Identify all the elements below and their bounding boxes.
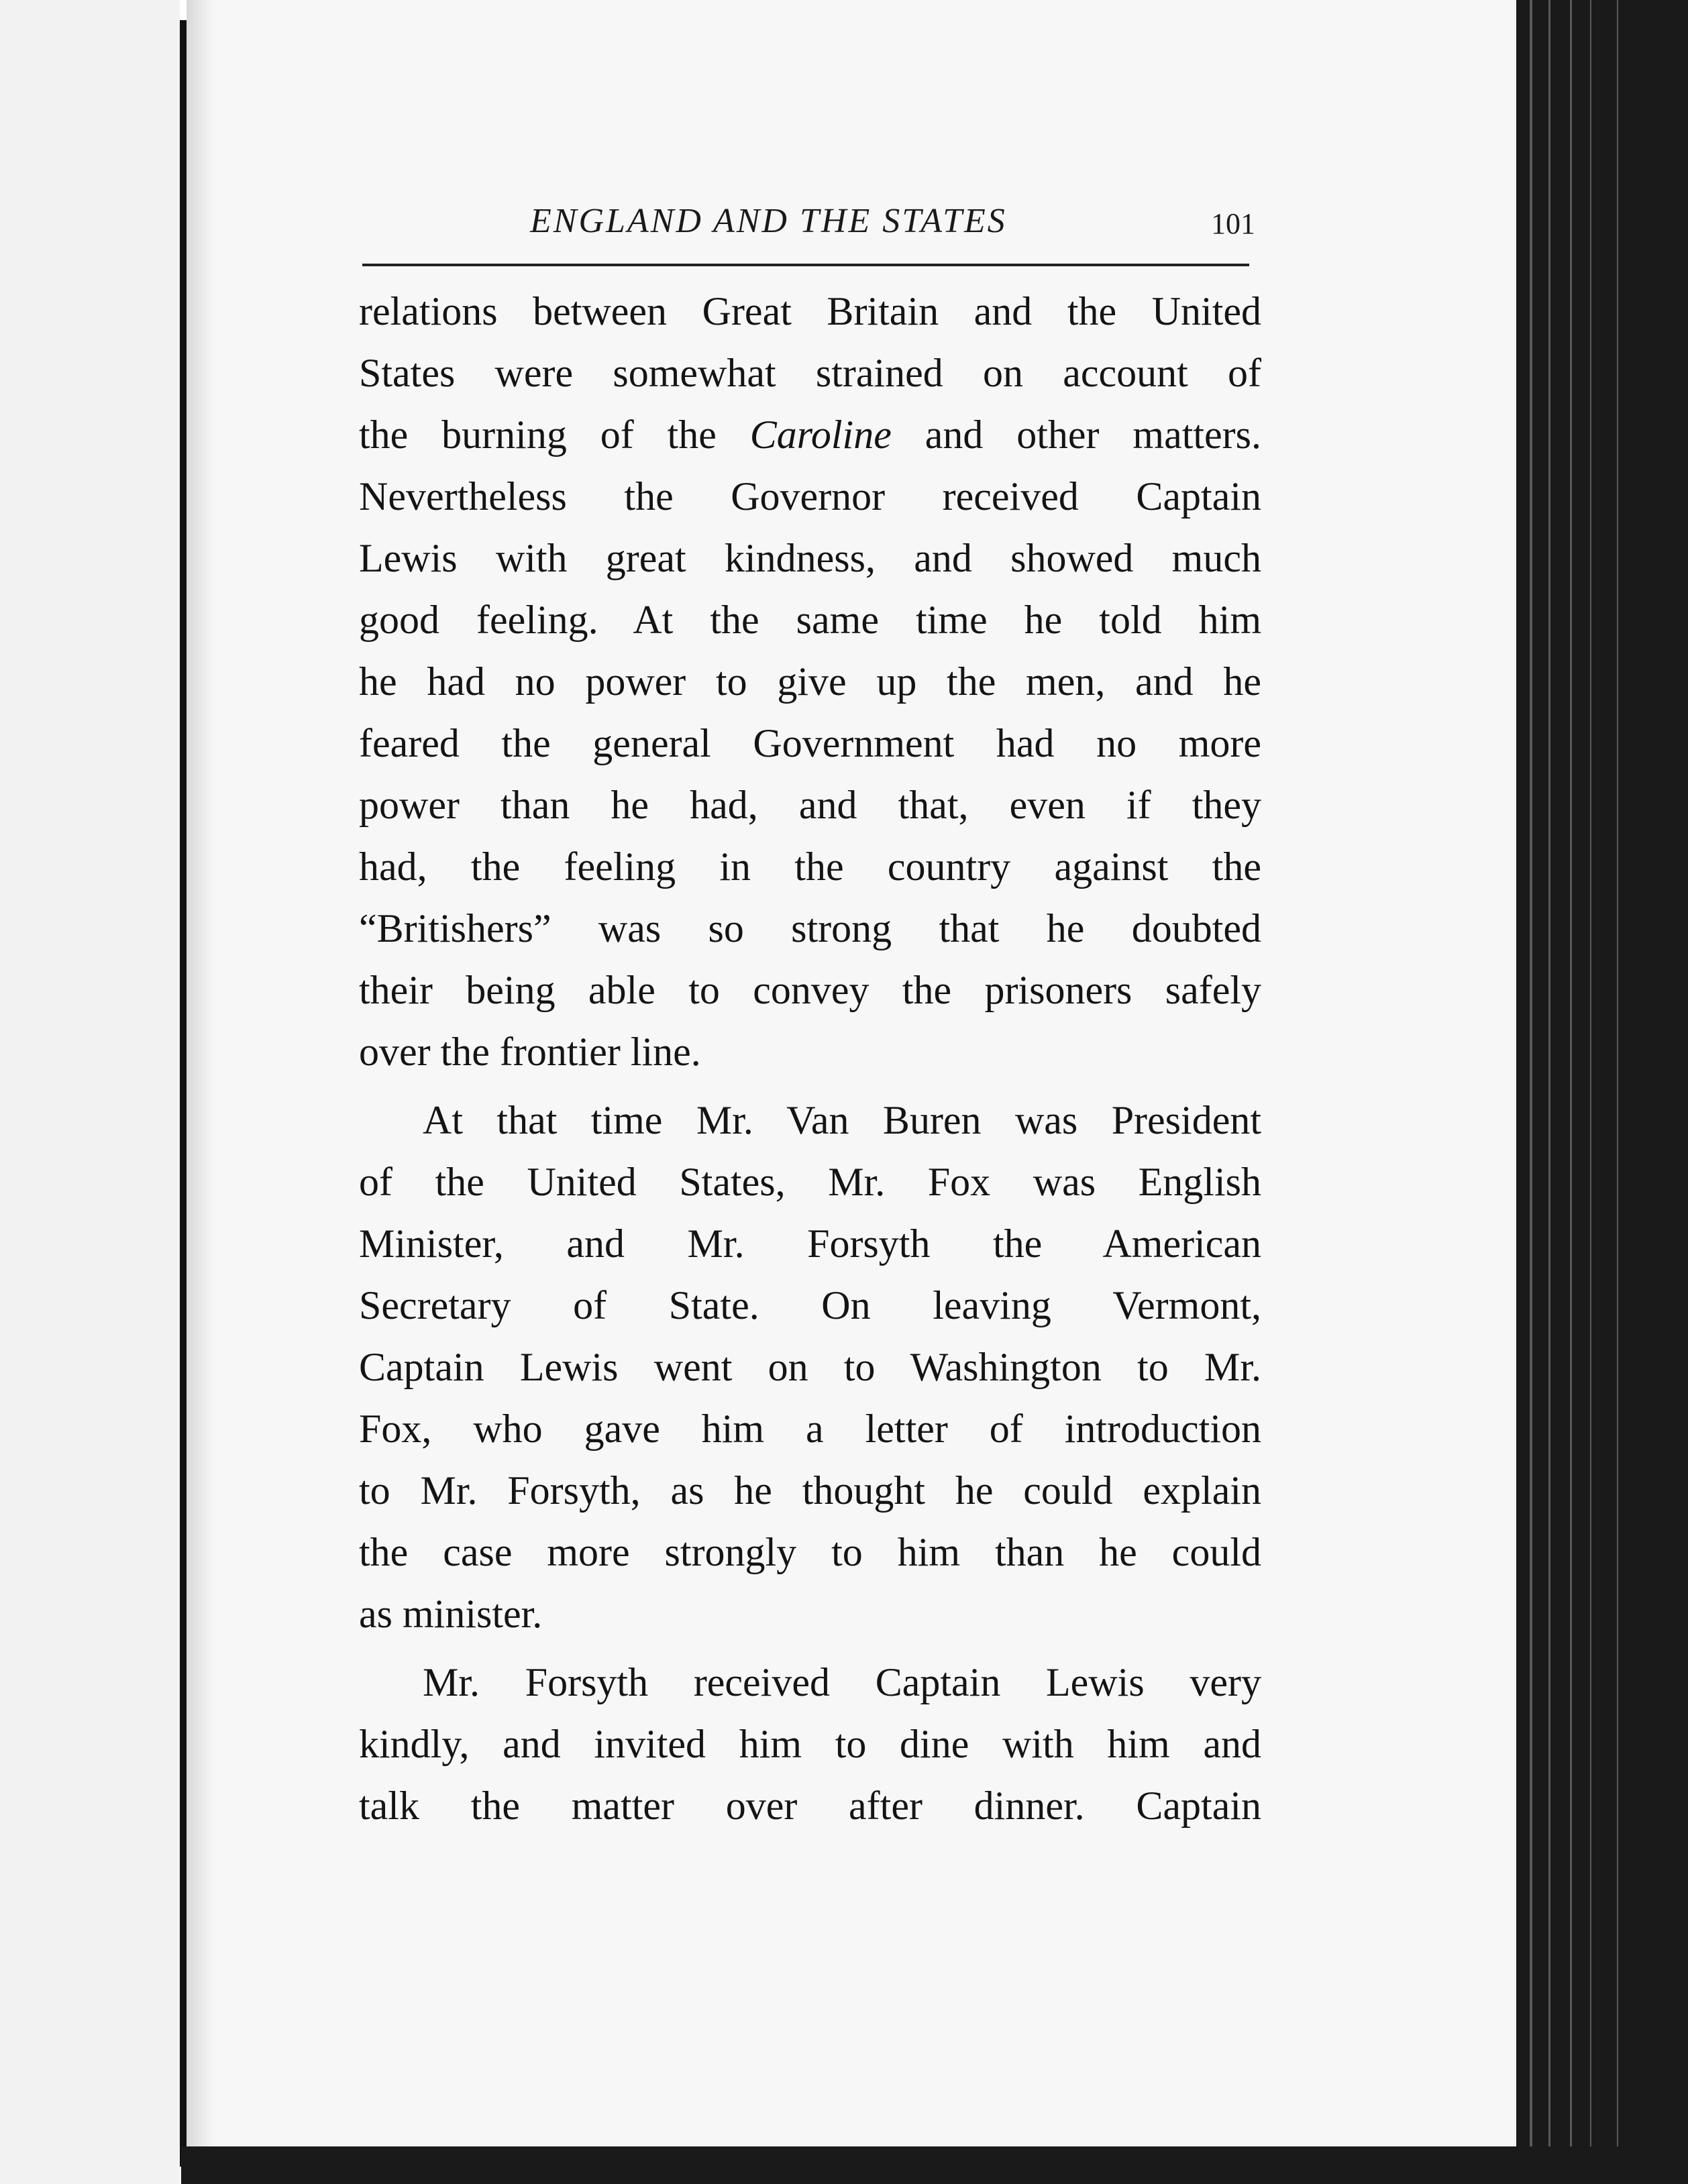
body-text — [359, 280, 1261, 1837]
page-number: 101 — [1211, 207, 1255, 240]
text-line: the burning of the Caroline and other matters. — [359, 413, 1261, 457]
text-line: he had no power to give up the men, and he — [359, 659, 1261, 704]
text-line: Mr. Forsyth received Captain Lewis very — [423, 1660, 1261, 1704]
text-line: Secretary of State. On leaving Vermont, — [359, 1283, 1261, 1327]
text-line: Fox, who gave him a letter of introduction — [359, 1407, 1261, 1451]
stack-line — [1570, 0, 1572, 2184]
text-line: over the frontier line. — [359, 1030, 701, 1074]
text-line: talk the matter over after dinner. Captain — [359, 1784, 1261, 1828]
header-rule — [362, 264, 1249, 266]
ship-name: Caroline — [749, 413, 892, 457]
text-line: to Mr. Forsyth, as he thought he could explain — [359, 1468, 1261, 1513]
text-line: States were somewhat strained on account of — [359, 351, 1261, 395]
gutter-shadow — [187, 0, 213, 2184]
text-line: had, the feeling in the country against the — [359, 844, 1261, 889]
text-line: their being able to convey the prisoners safely — [359, 968, 1261, 1012]
text-line: kindly, and invited him to dine with him and — [359, 1722, 1261, 1766]
stack-line — [1590, 0, 1591, 2184]
text-line: Nevertheless the Governor received Captain — [359, 474, 1261, 518]
text-line: At that time Mr. Van Buren was President — [423, 1098, 1261, 1142]
stack-line — [1530, 0, 1532, 2184]
bottom-page-edge — [181, 2146, 1688, 2184]
text-line: good feeling. At the same time he told him — [359, 598, 1261, 642]
left-page — [0, 0, 180, 2184]
text-line: as minister. — [359, 1592, 543, 1636]
text-line: Captain Lewis went on to Washington to Mr. — [359, 1345, 1261, 1389]
running-head — [0, 201, 1688, 255]
text-line: Minister, and Mr. Forsyth the American — [359, 1221, 1261, 1266]
page-stack-edge — [1516, 0, 1688, 2184]
stack-line — [1548, 0, 1550, 2184]
text-line: relations between Great Britain and the United — [359, 289, 1261, 333]
text-line: “Britishers” was so strong that he doubted — [359, 906, 1261, 950]
text-line: Lewis with great kindness, and showed much — [359, 536, 1261, 580]
text-line: the case more strongly to him than he could — [359, 1530, 1261, 1574]
left-page-edge — [180, 20, 187, 2167]
stack-line — [1617, 0, 1618, 2184]
text-line: feared the general Government had no more — [359, 721, 1261, 765]
text-line: of the United States, Mr. Fox was English — [359, 1160, 1261, 1204]
text-line: power than he had, and that, even if they — [359, 783, 1261, 827]
running-title: ENGLAND AND THE STATES — [530, 202, 1007, 240]
